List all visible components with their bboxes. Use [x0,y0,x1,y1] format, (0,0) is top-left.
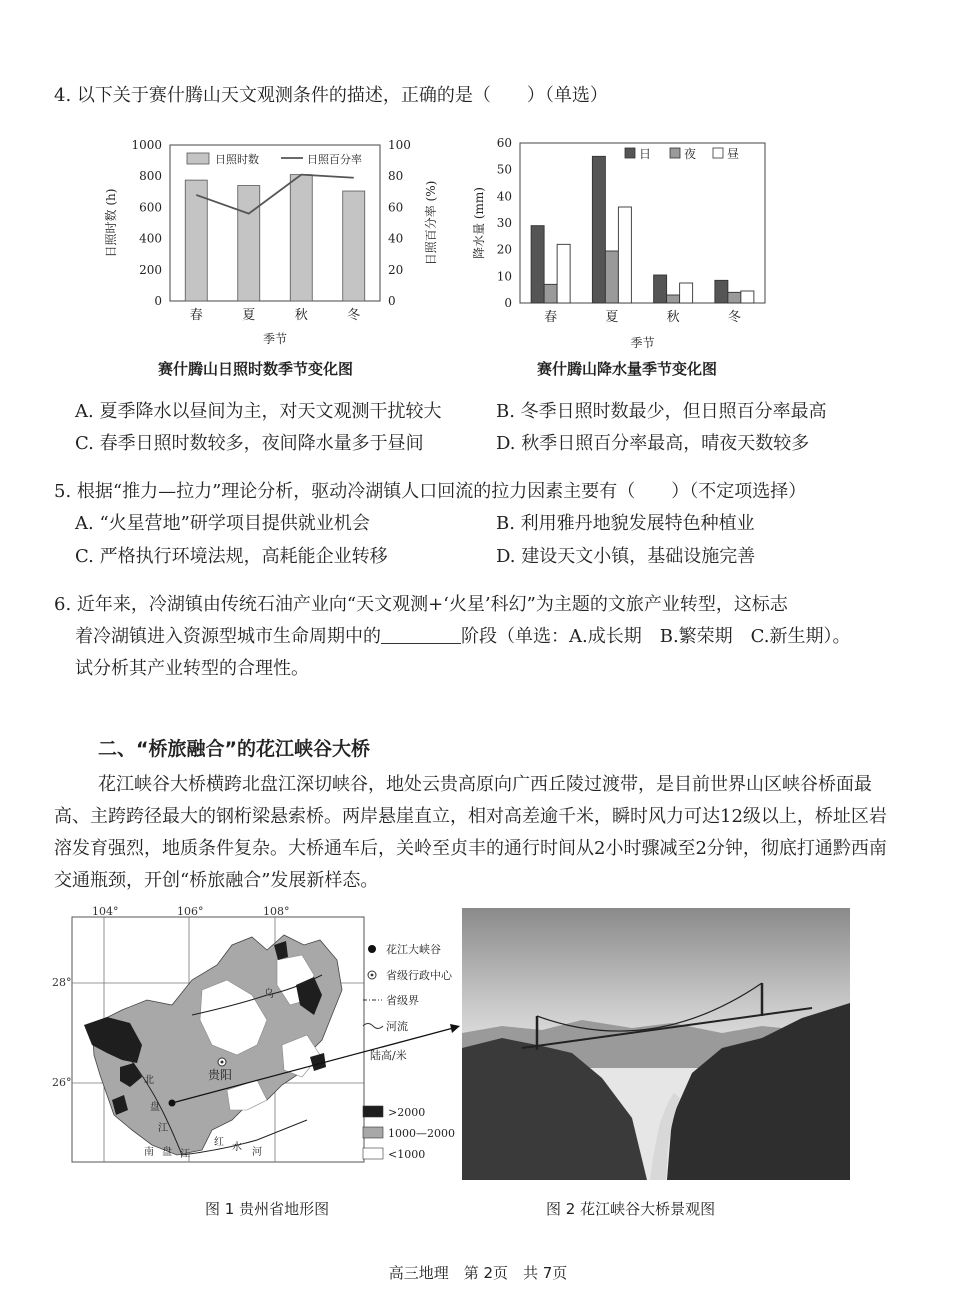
legend-swatch [670,148,680,158]
q6-line3: 试分析其产业转型的合理性。 [75,658,309,679]
y-axis-title: 日照时数 (h) [104,188,118,258]
sunshine-chart-title: 赛什腾山日照时数季节变化图 [158,360,354,378]
q6-line2-suffix: 阶段（单选：A.成长期 B.繁荣期 C.新生期）。 [461,626,851,647]
q5-option-b[interactable]: B. 利用雅丹地貌发展特色种植业 [496,513,755,534]
q6-answer-blank[interactable] [381,625,461,644]
legend-elev-title: 陆高/米 [370,1049,407,1062]
river-char: 水 [232,1142,242,1153]
precip-bar [531,226,544,303]
legend-label: 日 [639,147,652,161]
q4-option-d[interactable]: D. 秋季日照百分率最高，晴夜天数较多 [496,433,810,454]
q5-option-d[interactable]: D. 建设天文小镇，基础设施完善 [496,546,756,567]
y-tick-label: 0 [154,294,162,308]
y-tick-label: 10 [496,269,512,284]
map-caption: 图 1 贵州省地形图 [205,1200,330,1218]
river-char: 红 [214,1137,224,1148]
lat-label: 28° [52,976,72,989]
legend-border: 省级界 [386,994,419,1007]
precip-bar [715,280,728,303]
x-tick-label: 秋 [666,310,680,325]
precip-bar [741,291,754,303]
x-tick-label: 冬 [347,308,361,323]
legend-label: 夜 [684,147,697,161]
q4-stem: 4. 以下关于赛什腾山天文观测条件的描述，正确的是（ ）（单选） [54,85,608,106]
river-char: 江 [180,1149,190,1160]
guizhou-map [52,905,467,1167]
precip-bar [680,283,693,303]
y-tick-label: 1000 [131,138,162,152]
river-char: 盘 [150,1102,160,1113]
y2-tick-label: 40 [388,231,404,246]
precip-bar [557,244,570,303]
precip-bar [728,292,741,303]
legend-swatch-bar [187,153,209,164]
legend-elev-high: >2000 [388,1106,426,1119]
y-axis-title: 降水量 (mm) [472,187,486,259]
x-axis-title: 季节 [630,336,655,350]
q5-option-c[interactable]: C. 严格执行环境法规，高耗能企业转移 [75,546,388,567]
lon-label: 104° [92,905,119,918]
photo-caption: 图 2 花江峡谷大桥景观图 [546,1200,716,1218]
x-axis-title: 季节 [262,332,288,346]
precip-bar [667,295,680,303]
sunshine-bar [238,186,260,301]
y-tick-label: 200 [139,262,162,277]
legend-swatch [625,148,635,158]
page-footer: 高三地理 第 2页 共 7页 [388,1264,568,1282]
legend-elev-low: <1000 [388,1148,426,1161]
y-tick-label: 400 [139,231,162,246]
precip-bar [618,207,631,303]
q6-line2 [75,625,851,649]
guiyang-label: 贵阳 [208,1068,233,1082]
sunshine-bar [290,175,312,301]
precip-bar [592,156,605,303]
q4-option-a[interactable]: A. 夏季降水以昼间为主，对天文观测干扰较大 [75,401,442,422]
q4-option-b[interactable]: B. 冬季日照时数最少，但日照百分率最高 [496,401,827,422]
legend-swatch [713,148,723,158]
y-tick-label: 20 [496,242,512,257]
lon-label: 106° [177,905,204,918]
y2-tick-label: 60 [388,200,404,215]
y2-tick-label: 100 [388,138,411,152]
y-tick-label: 600 [139,200,162,215]
legend-river: 河流 [386,1020,408,1033]
x-tick-label: 冬 [727,310,741,325]
y-tick-label: 40 [496,189,512,204]
sunshine-chart [95,125,455,355]
bridge-photo [462,908,850,1180]
legend-label: 日照百分率 [307,153,362,166]
x-tick-label: 夏 [242,308,256,323]
x-tick-label: 夏 [605,310,619,325]
pointer-arrowhead [450,1024,460,1033]
river-char: 北 [144,1075,154,1086]
river-char: 盘 [162,1147,172,1158]
river-char: 乌 [264,989,274,1000]
legend-elev-mid: 1000—2000 [388,1127,455,1140]
lon-label: 108° [263,905,290,918]
y-tick-label: 0 [504,296,512,310]
precip-chart [465,125,785,355]
legend-label: 日照时数 [215,153,259,166]
y2-axis-title: 日照百分率 (%) [424,180,438,266]
precip-chart-title: 赛什腾山降水量季节变化图 [537,360,718,378]
y2-tick-label: 80 [388,169,404,184]
x-tick-label: 春 [189,308,203,323]
section2-paragraph: 花江峡谷大桥横跨北盘江深切峡谷，地处云贵高原向广西丘陵过渡带，是目前世界山区峡谷桥面最高、主跨跨径最大的钢桁梁悬索桥。两岸悬崖直立，相对高差逾千米，瞬时风力可达12级以上，桥址区岩溶发育强烈，地质条件复杂。大桥通车后，关岭至贞丰的通行时间从2小时骤减至2分钟，彻底打通黔西南交通瓶颈，开创“桥旅融合”发展新样态。 [54,774,887,891]
y-tick-label: 800 [139,169,162,184]
sunshine-bar [343,191,365,301]
q6-line1: 6. 近年来，冷湖镇由传统石油产业向“天文观测+‘火星’科幻”为主题的文旅产业转型，这标志 [54,594,788,615]
x-tick-label: 春 [544,310,558,325]
q6-line2-prefix: 着冷湖镇进入资源型城市生命周期中的 [75,626,381,647]
precip-bar [605,251,618,303]
lat-label: 26° [52,1076,72,1089]
y-tick-label: 60 [496,136,512,150]
y2-tick-label: 20 [388,262,404,277]
section2-heading: 二、“桥旅融合”的花江峡谷大桥 [98,738,370,760]
y2-tick-label: 0 [388,294,396,308]
x-tick-label: 秋 [294,308,308,323]
q5-option-a[interactable]: A. “火星营地”研学项目提供就业机会 [75,513,370,534]
river-char: 南 [144,1147,154,1158]
precip-bar [544,284,557,303]
q4-option-c[interactable]: C. 春季日照时数较多，夜间降水量多于昼间 [75,433,424,454]
y-tick-label: 50 [496,162,512,177]
legend-label: 昼 [727,147,740,161]
legend-canyon: 花江大峡谷 [386,943,441,956]
q5-stem: 5. 根据“推力—拉力”理论分析，驱动冷湖镇人口回流的拉力因素主要有（ ）（不定项选择） [54,481,807,502]
legend-capital: 省级行政中心 [386,969,452,982]
y-tick-label: 30 [496,216,512,230]
precip-bar [654,275,667,303]
river-char: 江 [158,1123,168,1134]
river-char: 河 [252,1147,262,1158]
